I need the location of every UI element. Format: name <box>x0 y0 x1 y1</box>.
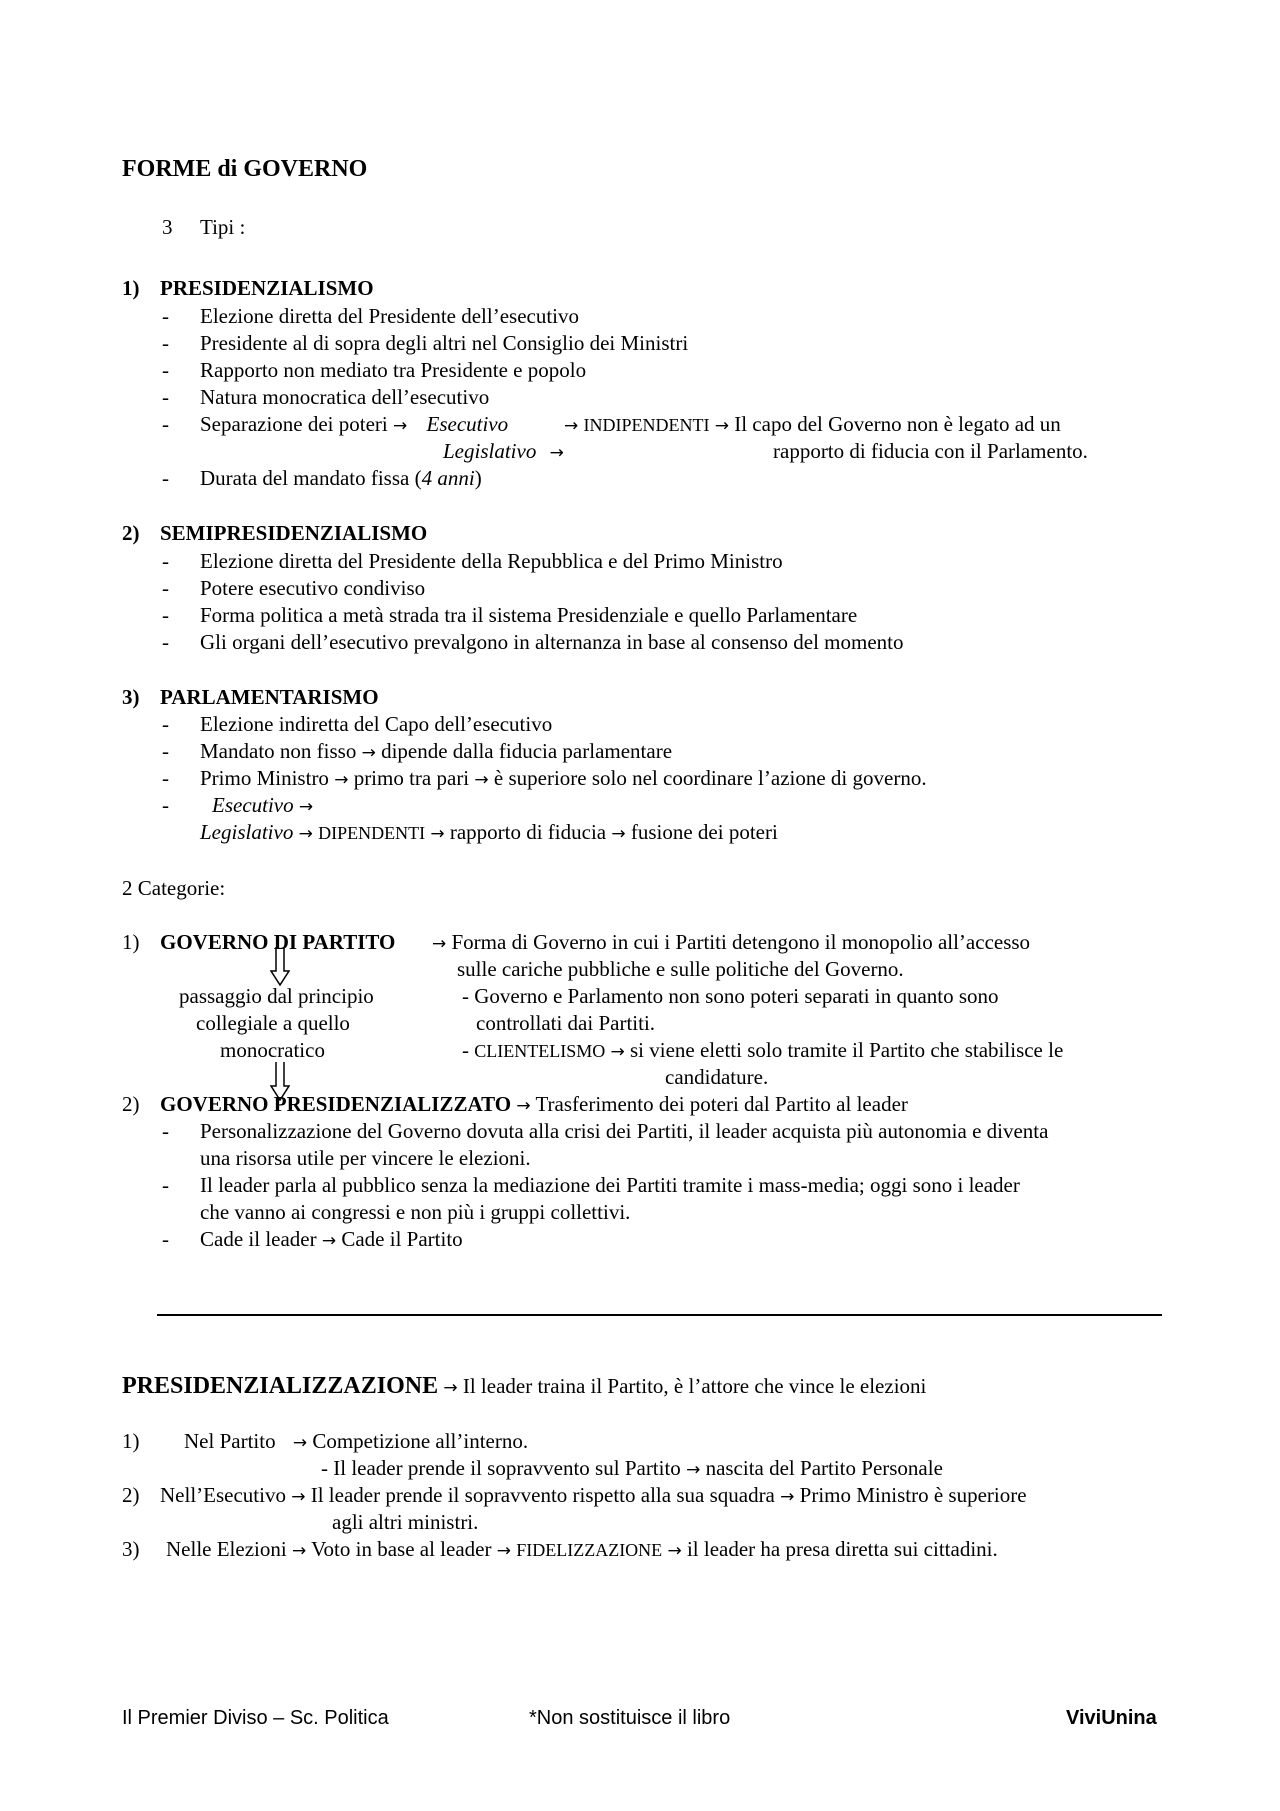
point-text: - Il leader prende il sopravvento sul Partito <box>321 1456 681 1480</box>
partito-point: - Governo e Parlamento non sono poteri separati in quanto sono <box>462 984 999 1008</box>
separazione-text-continued: rapporto di fiducia con il Parlamento. <box>773 439 1088 463</box>
heading-line-presidenzializzato <box>160 1094 908 1115</box>
point-text: si viene eletti solo tramite il Partito che stabilisce le <box>629 1038 1064 1062</box>
list-item-durata <box>200 468 482 489</box>
bullet-dash: - <box>162 331 169 355</box>
list-item: Il leader parla al pubblico senza la mediazione dei Partiti tramite i mass-media; oggi sono i leader <box>200 1173 1020 1197</box>
heading-presidenzializzazione: PRESIDENZIALIZZAZIONE <box>122 1373 439 1399</box>
footer-center: *Non sostituisce il libro <box>529 1707 731 1729</box>
heading-governo-di-partito: GOVERNO DI PARTITO <box>160 930 396 954</box>
point-nel-partito <box>184 1431 528 1452</box>
arrow-icon: → <box>714 416 729 436</box>
list-item: Gli organi dell’esecutivo prevalgono in alternanza in base al consenso del momento <box>200 630 904 654</box>
legislativo-label: Legislativo <box>443 439 537 463</box>
point-text: Primo Ministro è superiore <box>799 1483 1027 1507</box>
point-text: Voto in base al leader <box>311 1537 492 1561</box>
arrow-icon: → <box>292 1433 308 1453</box>
item-text: Cade il Partito <box>341 1227 463 1251</box>
partito-point-clientelismo <box>462 1040 1063 1061</box>
bullet-dash: - <box>162 739 169 763</box>
item-text: Primo Ministro <box>200 766 329 790</box>
separazione-text: Il capo del Governo non è legato ad un <box>734 412 1061 436</box>
footer-right: ViviUnina <box>1066 1707 1157 1729</box>
list-item-continued: una risorsa utile per vincere le elezioni. <box>200 1146 531 1170</box>
definition-text: Trasferimento dei poteri dal Partito al leader <box>535 1092 908 1116</box>
esecutivo-line <box>212 795 313 816</box>
page-title: FORME di GOVERNO <box>122 156 368 182</box>
section-heading-semipresidenzialismo: SEMIPRESIDENZIALISMO <box>160 521 428 545</box>
partito-point-continued: candidature. <box>665 1065 769 1089</box>
point-label: Nel Partito <box>184 1429 276 1453</box>
side-note: passaggio dal principio <box>179 984 374 1008</box>
arrow-icon: → <box>361 743 376 763</box>
list-item <box>200 741 672 762</box>
indipendenti-label: INDIPENDENTI <box>583 415 710 435</box>
bullet-dash: - <box>162 630 169 654</box>
list-item-continued: che vanno ai congressi e non più i gruppi collettivi. <box>200 1200 631 1224</box>
legislativo-line <box>200 822 778 843</box>
legislativo-line <box>443 441 564 462</box>
list-item: Potere esecutivo condiviso <box>200 576 426 600</box>
side-note: collegiale a quello <box>196 1011 350 1035</box>
point-text: nascita del Partito Personale <box>705 1456 943 1480</box>
durata-value: 4 anni <box>421 466 475 490</box>
list-item: Personalizzazione del Governo dovuta alla crisi dei Partiti, il leader acquista più autonomia e diventa <box>200 1119 1049 1143</box>
esecutivo-label: Esecutivo <box>426 412 509 436</box>
section-number: 2) <box>122 521 140 545</box>
fidelizzazione-label: FIDELIZZAZIONE <box>516 1540 663 1560</box>
arrow-icon: → <box>298 824 313 844</box>
side-note: monocratico <box>220 1038 325 1062</box>
arrow-icon: → <box>780 1487 795 1507</box>
definition-text: Il leader traina il Partito, è l’attore che vince le elezioni <box>462 1374 927 1398</box>
arrow-icon: → <box>393 416 408 436</box>
arrow-icon: → <box>611 824 626 844</box>
bullet-dash: - <box>162 549 169 573</box>
arrow-icon: → <box>610 1042 625 1062</box>
item-text: primo tra pari <box>353 766 470 790</box>
item-text: Cade il leader <box>200 1227 317 1251</box>
item-text: dipende dalla fiducia parlamentare <box>381 739 673 763</box>
list-item: Elezione indiretta del Capo dell’esecutivo <box>200 712 553 736</box>
list-item <box>200 768 927 789</box>
section-number: 1) <box>122 276 140 300</box>
governo-di-partito-definition <box>432 932 1030 953</box>
section-divider <box>157 1314 1162 1316</box>
fusione-label: fusione dei poteri <box>630 820 778 844</box>
arrow-icon: → <box>564 416 579 436</box>
point-label: Nell’Esecutivo <box>160 1483 286 1507</box>
bullet-dash: - <box>162 1173 169 1197</box>
partito-point-continued: controllati dai Partiti. <box>476 1011 656 1035</box>
bullet-dash: - <box>162 1227 169 1251</box>
point-prefix: - <box>462 1038 475 1062</box>
fiducia-label: rapporto di fiducia <box>449 820 607 844</box>
arrow-icon: → <box>549 443 564 463</box>
separazione-prefix: Separazione dei poteri <box>200 412 388 436</box>
dipendenti-label: DIPENDENTI <box>318 823 426 843</box>
list-item-separazione <box>200 414 508 435</box>
section-number: 2) <box>122 1092 140 1116</box>
bullet-dash: - <box>162 412 169 436</box>
arrow-icon: → <box>298 797 314 817</box>
item-text: è superiore solo nel coordinare l’azione di governo. <box>493 766 927 790</box>
section-number: 1) <box>122 1429 140 1453</box>
point-text-continued: agli altri ministri. <box>332 1510 479 1534</box>
bullet-dash: - <box>162 1119 169 1143</box>
bullet-dash: - <box>162 793 169 817</box>
arrow-icon: → <box>321 1231 337 1251</box>
point-nelle-elezioni <box>166 1539 998 1560</box>
intro-label: Tipi : <box>200 215 246 239</box>
list-item: Rapporto non mediato tra Presidente e popolo <box>200 358 587 382</box>
arrow-icon: → <box>291 1541 307 1561</box>
bullet-dash: - <box>162 576 169 600</box>
definition-text-continued: sulle cariche pubbliche e sulle politiche del Governo. <box>457 957 904 981</box>
item-text: Mandato non fisso <box>200 739 357 763</box>
section-heading-presidenzialismo: PRESIDENZIALISMO <box>160 276 374 300</box>
arrow-icon: → <box>686 1460 701 1480</box>
arrow-icon: → <box>334 770 349 790</box>
list-item: Forma politica a metà strada tra il sistema Presidenziale e quello Parlamentare <box>200 603 858 627</box>
point-nell-esecutivo <box>160 1485 1027 1506</box>
down-arrow-icon <box>270 947 290 987</box>
list-item: Elezione diretta del Presidente dell’esecutivo <box>200 304 580 328</box>
presidenzializzazione-heading-line <box>122 1374 926 1398</box>
definition-text: Forma di Governo in cui i Partiti detengono il monopolio all’accesso <box>451 930 1031 954</box>
point-text: Il leader prende il sopravvento rispetto alla sua squadra <box>310 1483 775 1507</box>
point-text: Competizione all’interno. <box>312 1429 529 1453</box>
clientelismo-label: CLIENTELISMO <box>474 1041 606 1061</box>
list-item: Presidente al di sopra degli altri nel Consiglio dei Ministri <box>200 331 689 355</box>
list-item <box>200 1229 463 1250</box>
arrow-icon: → <box>667 1541 682 1561</box>
arrow-icon: → <box>432 934 447 954</box>
bullet-dash: - <box>162 466 169 490</box>
esecutivo-label: Esecutivo <box>212 793 294 817</box>
bullet-dash: - <box>162 712 169 736</box>
separazione-result <box>564 414 1061 435</box>
section-number: 2) <box>122 1483 140 1507</box>
arrow-icon: → <box>443 1378 458 1398</box>
legislativo-label: Legislativo <box>200 820 294 844</box>
point-label: Nelle Elezioni <box>166 1537 287 1561</box>
arrow-icon: → <box>516 1096 531 1116</box>
list-item: Elezione diretta del Presidente della Repubblica e del Primo Ministro <box>200 549 783 573</box>
durata-text: Durata del mandato fissa ( <box>200 466 422 490</box>
bullet-dash: - <box>162 304 169 328</box>
arrow-icon: → <box>291 1487 306 1507</box>
section-heading-parlamentarismo: PARLAMENTARISMO <box>160 685 379 709</box>
categorie-label: 2 Categorie: <box>122 876 226 900</box>
intro-number: 3 <box>162 215 173 239</box>
footer-left: Il Premier Diviso – Sc. Politica <box>122 1707 389 1729</box>
section-number: 1) <box>122 930 140 954</box>
list-item: Natura monocratica dell’esecutivo <box>200 385 490 409</box>
section-number: 3) <box>122 1537 140 1561</box>
point-text: il leader ha presa diretta sui cittadini. <box>686 1537 998 1561</box>
point-nel-partito-detail <box>321 1458 943 1479</box>
section-number: 3) <box>122 685 140 709</box>
heading-governo-presidenzializzato: GOVERNO PRESIDENZIALIZZATO <box>160 1092 512 1116</box>
arrow-icon: → <box>474 770 489 790</box>
bullet-dash: - <box>162 603 169 627</box>
durata-close: ) <box>474 466 482 490</box>
bullet-dash: - <box>162 358 169 382</box>
bullet-dash: - <box>162 385 169 409</box>
arrow-icon: → <box>430 824 445 844</box>
bullet-dash: - <box>162 766 169 790</box>
arrow-icon: → <box>496 1541 511 1561</box>
